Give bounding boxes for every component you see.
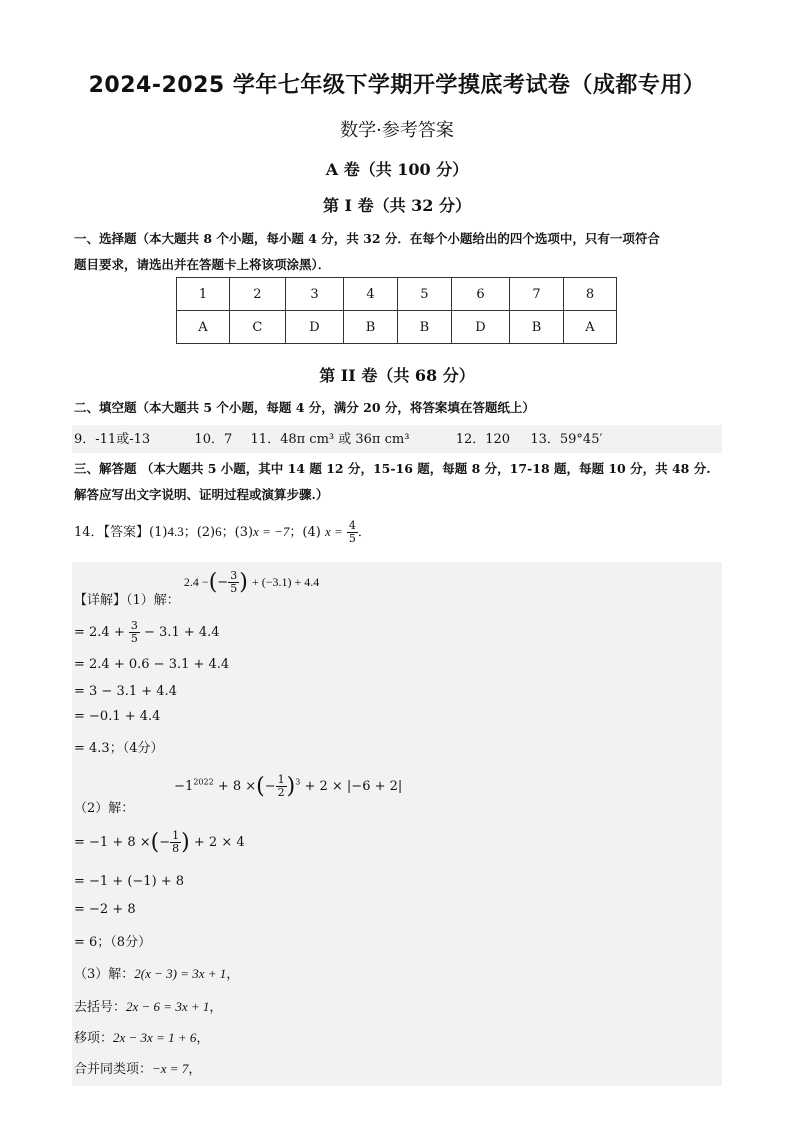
- table-row-answers: [177, 311, 617, 344]
- table-cell: D: [285, 311, 343, 344]
- fill-instructions: 二、填空题（本大题共 5 个小题，每题 4 分，满分 20 分，将答案填在答题纸上）: [74, 400, 535, 415]
- p3-step3-eq: −x = 7: [152, 1061, 189, 1076]
- fraction-denominator: 8: [172, 842, 180, 855]
- answer-q13: 13．59°45′: [530, 432, 603, 447]
- choice-instructions-line2: 题目要求，请选出并在答题卡上将该项涂黑）．: [74, 257, 331, 272]
- p2-expr-c: + 2 × |−6 + 2|: [304, 779, 403, 794]
- q14-answer-4-lhs: x =: [324, 524, 343, 539]
- p1-step1-b: − 3.1 + 4.4: [144, 625, 220, 640]
- p1-expr-b: + (−3.1) + 4.4: [251, 575, 320, 589]
- answer-q12: 12．120: [455, 432, 511, 447]
- choice-instructions: [74, 226, 724, 278]
- fraction-numerator: 1: [277, 773, 285, 786]
- answer-q10: 10．7: [194, 432, 233, 447]
- q14-answer-end: ．: [357, 525, 371, 540]
- p1-step3: = 3 − 3.1 + 4.4: [74, 684, 177, 699]
- p3-line: [74, 963, 239, 982]
- p2-step4: [74, 931, 151, 950]
- p2-step1-b: + 2 × 4: [193, 835, 245, 850]
- p2-score: ；（8分）: [97, 935, 152, 950]
- answer-q9: 9．-11或-13: [74, 432, 151, 447]
- table-row-numbers: [177, 278, 617, 311]
- table-cell: 3: [285, 278, 343, 311]
- fraction-numerator: 4: [348, 519, 356, 532]
- table-cell: C: [229, 311, 285, 344]
- fraction-numerator: 1: [172, 829, 180, 842]
- p1-expr-a: 2.4 −: [183, 575, 209, 589]
- q14-sep: ；(2): [183, 525, 216, 540]
- detail-label: 【详解】（1）解：: [74, 593, 180, 608]
- p3-label: （3）解：: [74, 967, 135, 982]
- p1-step1: [74, 620, 220, 645]
- p3-step2: [74, 1027, 209, 1046]
- p3-equation: 2(x − 3) = 3x + 1: [134, 966, 227, 981]
- solve-instructions-line2: 解答应写出文字说明、证明过程或演算步骤.）: [74, 487, 329, 502]
- p1-step1-fraction: [129, 620, 140, 645]
- table-cell: 2: [229, 278, 285, 311]
- exam-subtitle: 数学·参考答案: [340, 120, 454, 141]
- p3-step2-label: 移项：: [74, 1031, 114, 1046]
- fill-answers-line: [74, 428, 602, 447]
- fraction-denominator: 5: [230, 582, 238, 595]
- p2-step1: = −1 + 8 ×(− $\frac{1}{8}$ ) + 2 × 4: [74, 829, 245, 855]
- q14-answer-line: [74, 520, 371, 545]
- table-cell: A: [177, 311, 230, 344]
- p1-step5: [74, 737, 163, 756]
- q14-answer-prefix: 14．【答案】(1): [74, 525, 168, 540]
- comma: ，: [196, 1031, 210, 1046]
- p2-result: = 6: [74, 935, 98, 950]
- fraction-numerator: 3: [130, 619, 138, 632]
- table-cell: A: [563, 311, 616, 344]
- p2-exponent: 2022: [193, 777, 214, 787]
- p2-expr-a: −1: [174, 779, 194, 794]
- p2-step1-fraction: [170, 830, 181, 855]
- p2-step2: = −1 + (−1) + 8: [74, 874, 185, 889]
- comma: ，: [226, 967, 240, 982]
- table-cell: B: [510, 311, 564, 344]
- fraction-denominator: 5: [130, 632, 138, 645]
- p3-step1-eq: 2x − 6 = 3x + 1: [126, 999, 210, 1014]
- p2-expr-fraction: [276, 774, 287, 799]
- table-cell: D: [451, 311, 509, 344]
- part1-heading: 第 I 卷（共 32 分）: [322, 196, 472, 215]
- choice-instructions-line1: 一、选择题（本大题共 8 个小题，每小题 4 分，共 32 分．在每个小题给出的四个选项中，只有一项符合: [74, 231, 660, 246]
- table-cell: B: [344, 311, 398, 344]
- p1-step2: = 2.4 + 0.6 − 3.1 + 4.4: [74, 657, 230, 672]
- comma: ，: [209, 1000, 223, 1015]
- answer-q11: 11．48π cm³ 或 36π cm³: [250, 432, 410, 447]
- p1-result: = 4.3: [74, 741, 110, 756]
- fraction-denominator: 5: [348, 532, 356, 545]
- choice-answer-table: [176, 277, 617, 344]
- q14-sep: ；(3): [221, 525, 254, 540]
- p1-expr-fraction: [228, 570, 239, 595]
- p3-step3-label: 合并同类项：: [74, 1062, 153, 1077]
- p2-exponent-2: 3: [295, 777, 301, 787]
- solve-instructions: [74, 456, 724, 508]
- p2-label: （2）解：: [74, 801, 135, 816]
- q14-answer-1: 4.3: [167, 524, 184, 539]
- p2-step1-a: = −1 + 8 ×: [74, 835, 151, 850]
- p3-step2-eq: 2x − 3x = 1 + 6: [113, 1030, 197, 1045]
- p1-score: ；（4分）: [109, 741, 164, 756]
- p3-step1: [74, 996, 222, 1015]
- p3-step1-label: 去括号：: [74, 1000, 127, 1015]
- q14-sep: ；(4): [289, 525, 321, 540]
- p2-expression-line: $-1^{2022} + 8$ ×(− $\frac{1}{2}$ )$^3$ + 2 × |−6 + 2|: [174, 773, 403, 799]
- p2-expr-b: + 8 ×: [217, 779, 257, 794]
- exam-title: 2024-2025 学年七年级下学期开学摸底考试卷（成都专用）: [88, 73, 706, 98]
- part2-heading: 第 II 卷（共 68 分）: [319, 366, 475, 385]
- q14-answer-4-fraction: [347, 520, 358, 545]
- fraction-denominator: 2: [277, 786, 285, 799]
- p2-step3: = −2 + 8: [74, 902, 136, 917]
- table-cell: 7: [510, 278, 564, 311]
- q14-answer-2: 6: [215, 524, 222, 539]
- table-cell: 6: [451, 278, 509, 311]
- table-cell: 5: [397, 278, 451, 311]
- p1-step4: = −0.1 + 4.4: [74, 709, 161, 724]
- q14-answer-3: x = −7: [253, 524, 290, 539]
- p1-step1-a: = 2.4 +: [74, 625, 125, 640]
- table-cell: 1: [177, 278, 230, 311]
- table-cell: B: [397, 311, 451, 344]
- table-cell: 4: [344, 278, 398, 311]
- p1-expression-line: 【详解】（1）解： 2.4 −(− $\frac{3}{5}$ ) + (−3.1) + 4.4: [74, 569, 320, 608]
- comma: ，: [188, 1062, 202, 1077]
- volume-a-heading: A 卷（共 100 分）: [325, 160, 469, 179]
- table-cell: 8: [563, 278, 616, 311]
- p3-step3: [74, 1058, 201, 1077]
- fraction-numerator: 3: [230, 569, 238, 582]
- solve-instructions-line1: 三、解答题 （本大题共 5 小题，其中 14 题 12 分，15-16 题，每题 8 分，17-18 题，每题 10 分，共 48 分.: [74, 461, 711, 476]
